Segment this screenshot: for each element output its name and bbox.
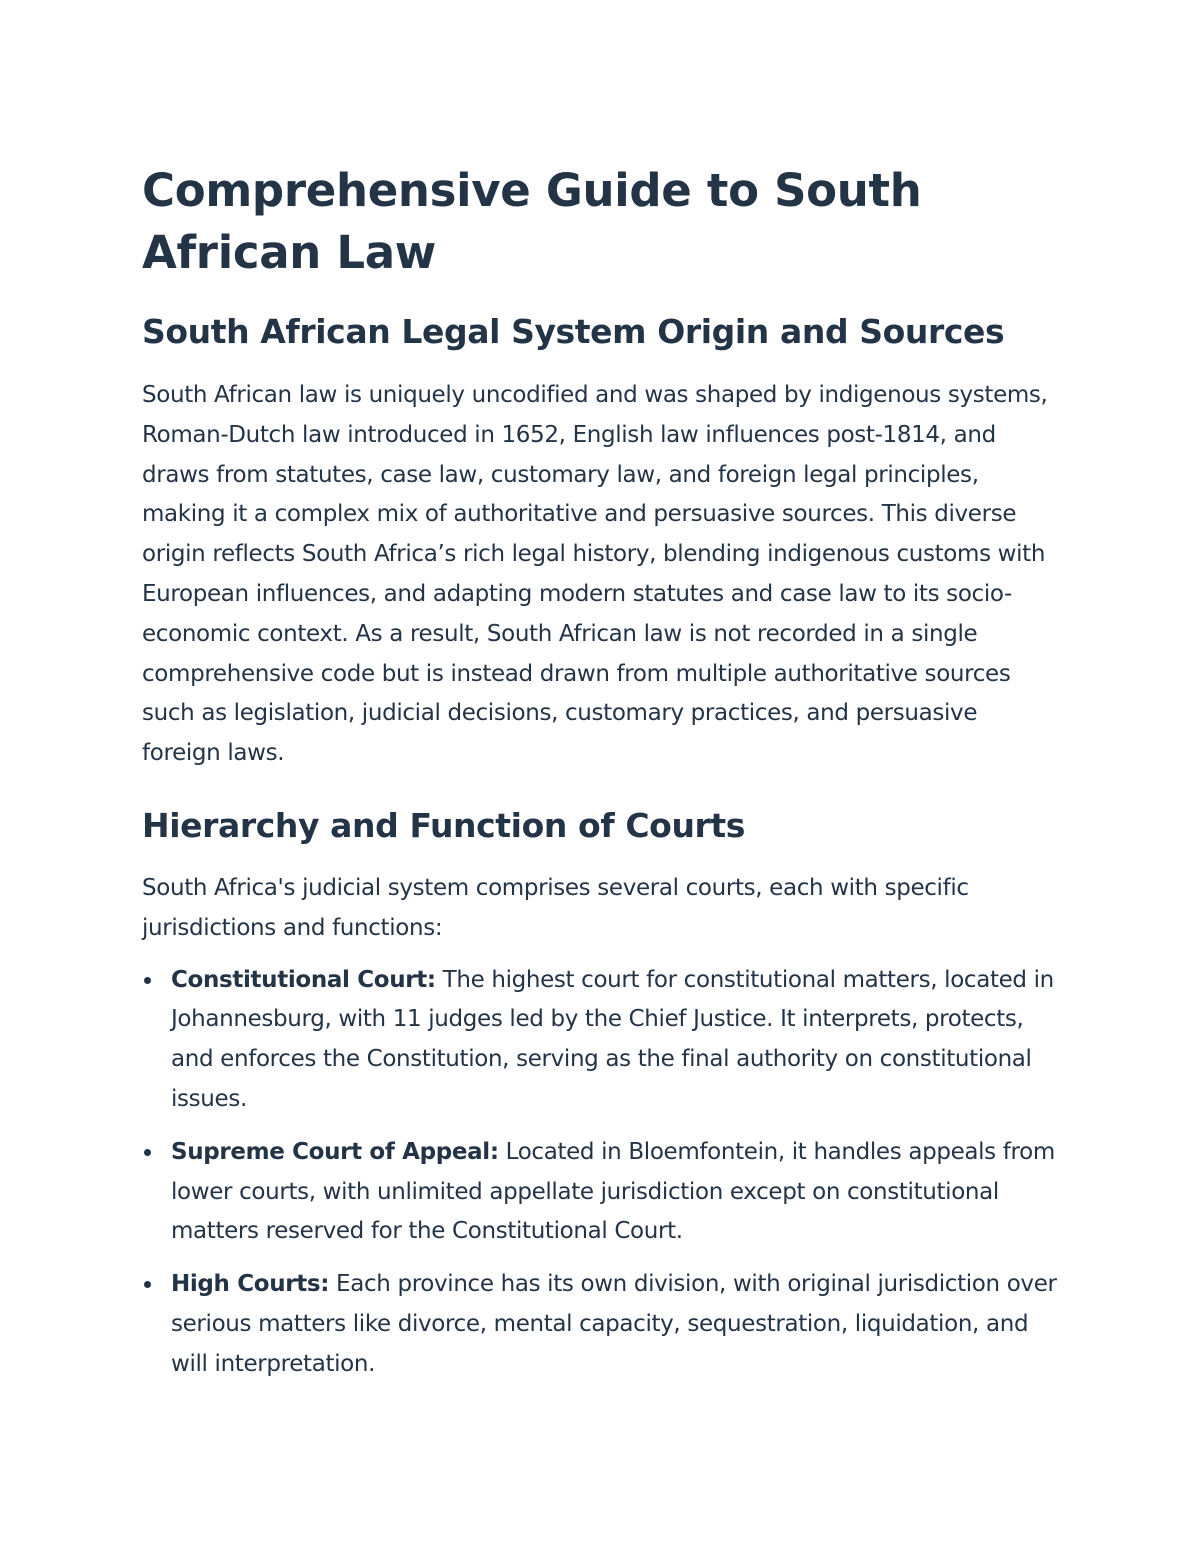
section-paragraph-courts-intro: South Africa's judicial system comprises several courts, each with specific jurisdictions and functions: [142, 874, 969, 941]
list-item-text: Each province has its own division, with original jurisdiction over serious matters like divorce, mental capacity, sequestration, liquidation, and will interpretation. [171, 1271, 1057, 1377]
section-heading-courts: Hierarchy and Function of Courts [142, 805, 746, 845]
courts-list [142, 961, 1062, 1385]
bullet-icon [144, 1281, 151, 1288]
bullet-icon [144, 1149, 151, 1156]
document-page [142, 160, 1062, 1398]
section-paragraph-legal-origin: South African law is uniquely uncodified and was shaped by indigenous systems, Roman-Dutch law introduced in 1652, English law influences post-1814, and draws from statutes, case law, customary law, and foreign legal principles, making it a complex mix of authoritative and persuasive sources. This diverse origin reflects South Africa’s rich legal history, blending indigenous customs with European influences, and adapting modern statutes and case law to its socio-economic context. As a result, South African law is not recorded in a single comprehensive code but is instead drawn from multiple authoritative sources such as legislation, judicial decisions, customary practices, and persuasive foreign laws. [142, 382, 1048, 767]
list-item-term: Supreme Court of Appeal: [171, 1138, 499, 1165]
bullet-icon [144, 977, 151, 984]
document-title: Comprehensive Guide to South African Law [142, 164, 922, 279]
list-item-term: Constitutional Court: [171, 966, 436, 993]
list-item-text: Located in Bloemfontein, it handles appeals from lower courts, with unlimited appellate jurisdiction except on constitutional matters reserved for the Constitutional Court. [171, 1138, 1055, 1245]
list-item [142, 1133, 1062, 1252]
list-item [142, 961, 1062, 1120]
list-item [142, 1265, 1062, 1384]
section-heading-legal-origin: South African Legal System Origin and Sources [142, 312, 1005, 351]
list-item-term: High Courts: [171, 1271, 330, 1298]
list-item-text: The highest court for constitutional matters, located in Johannesburg, with 11 judges led by the Chief Justice. It interprets, protects, and enforces the Constitution, serving as the final authority on constitutional issues. [171, 966, 1054, 1112]
